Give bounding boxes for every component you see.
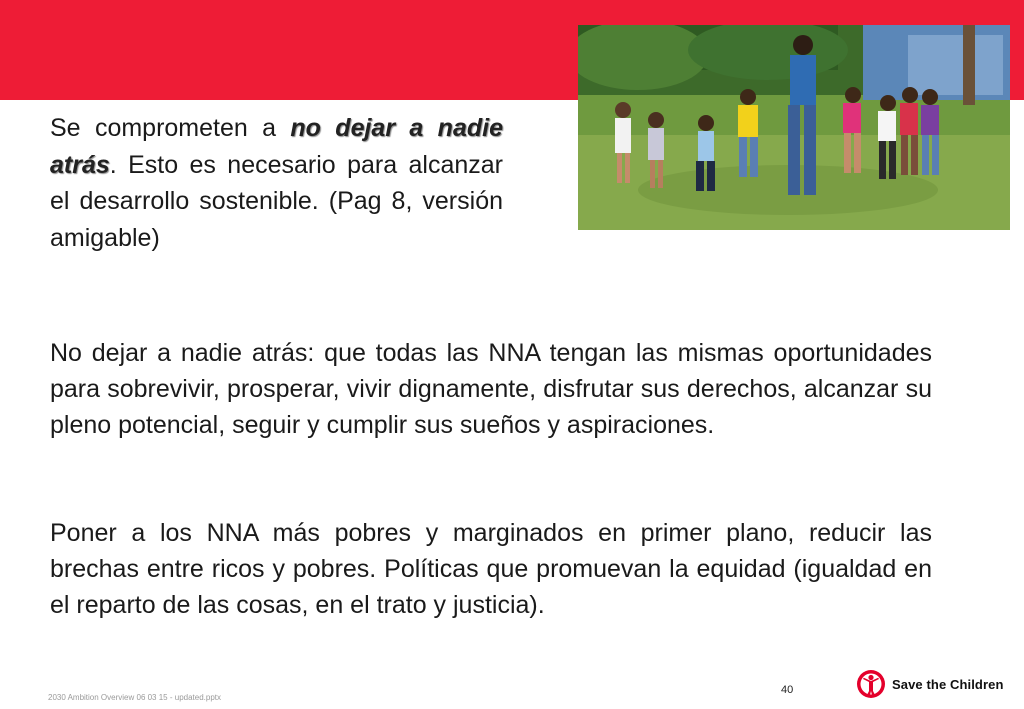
children-playing-photo: [578, 25, 1010, 230]
footer-filename: 2030 Ambition Overview 06 03 15 - updated.pptx: [48, 693, 221, 702]
intro-paragraph: [50, 110, 503, 256]
save-the-children-emblem-icon: [856, 669, 886, 699]
logo-text: Save the Children: [892, 676, 1004, 692]
intro-lead: Se comprometen a: [50, 114, 291, 142]
paragraph-poner-nna: Poner a los NNA más pobres y marginados en primer plano, reducir las brechas entre ricos y pobres. Políticas que promuevan la equidad (igualdad en el reparto de las cosas, en el trato y justicia).: [50, 519, 932, 619]
intro-emphasis: no dejar a nadie atrás: [50, 114, 503, 179]
paragraph-no-dejar-atras: No dejar a nadie atrás: que todas las NNA tengan las mismas oportunidades para sobrevivir, prosperar, vivir dignamente, disfrutar sus derechos, alcanzar su pleno potencial, seguir y cumplir sus sueños y aspiraciones.: [50, 339, 932, 439]
save-the-children-logo: [856, 668, 1004, 700]
page-number: 40: [781, 684, 794, 696]
intro-rest: . Esto es necesario para alcanzar el desarrollo sostenible. (Pag 8, versión amigable): [50, 150, 503, 252]
photo-illustration: [578, 25, 1010, 230]
